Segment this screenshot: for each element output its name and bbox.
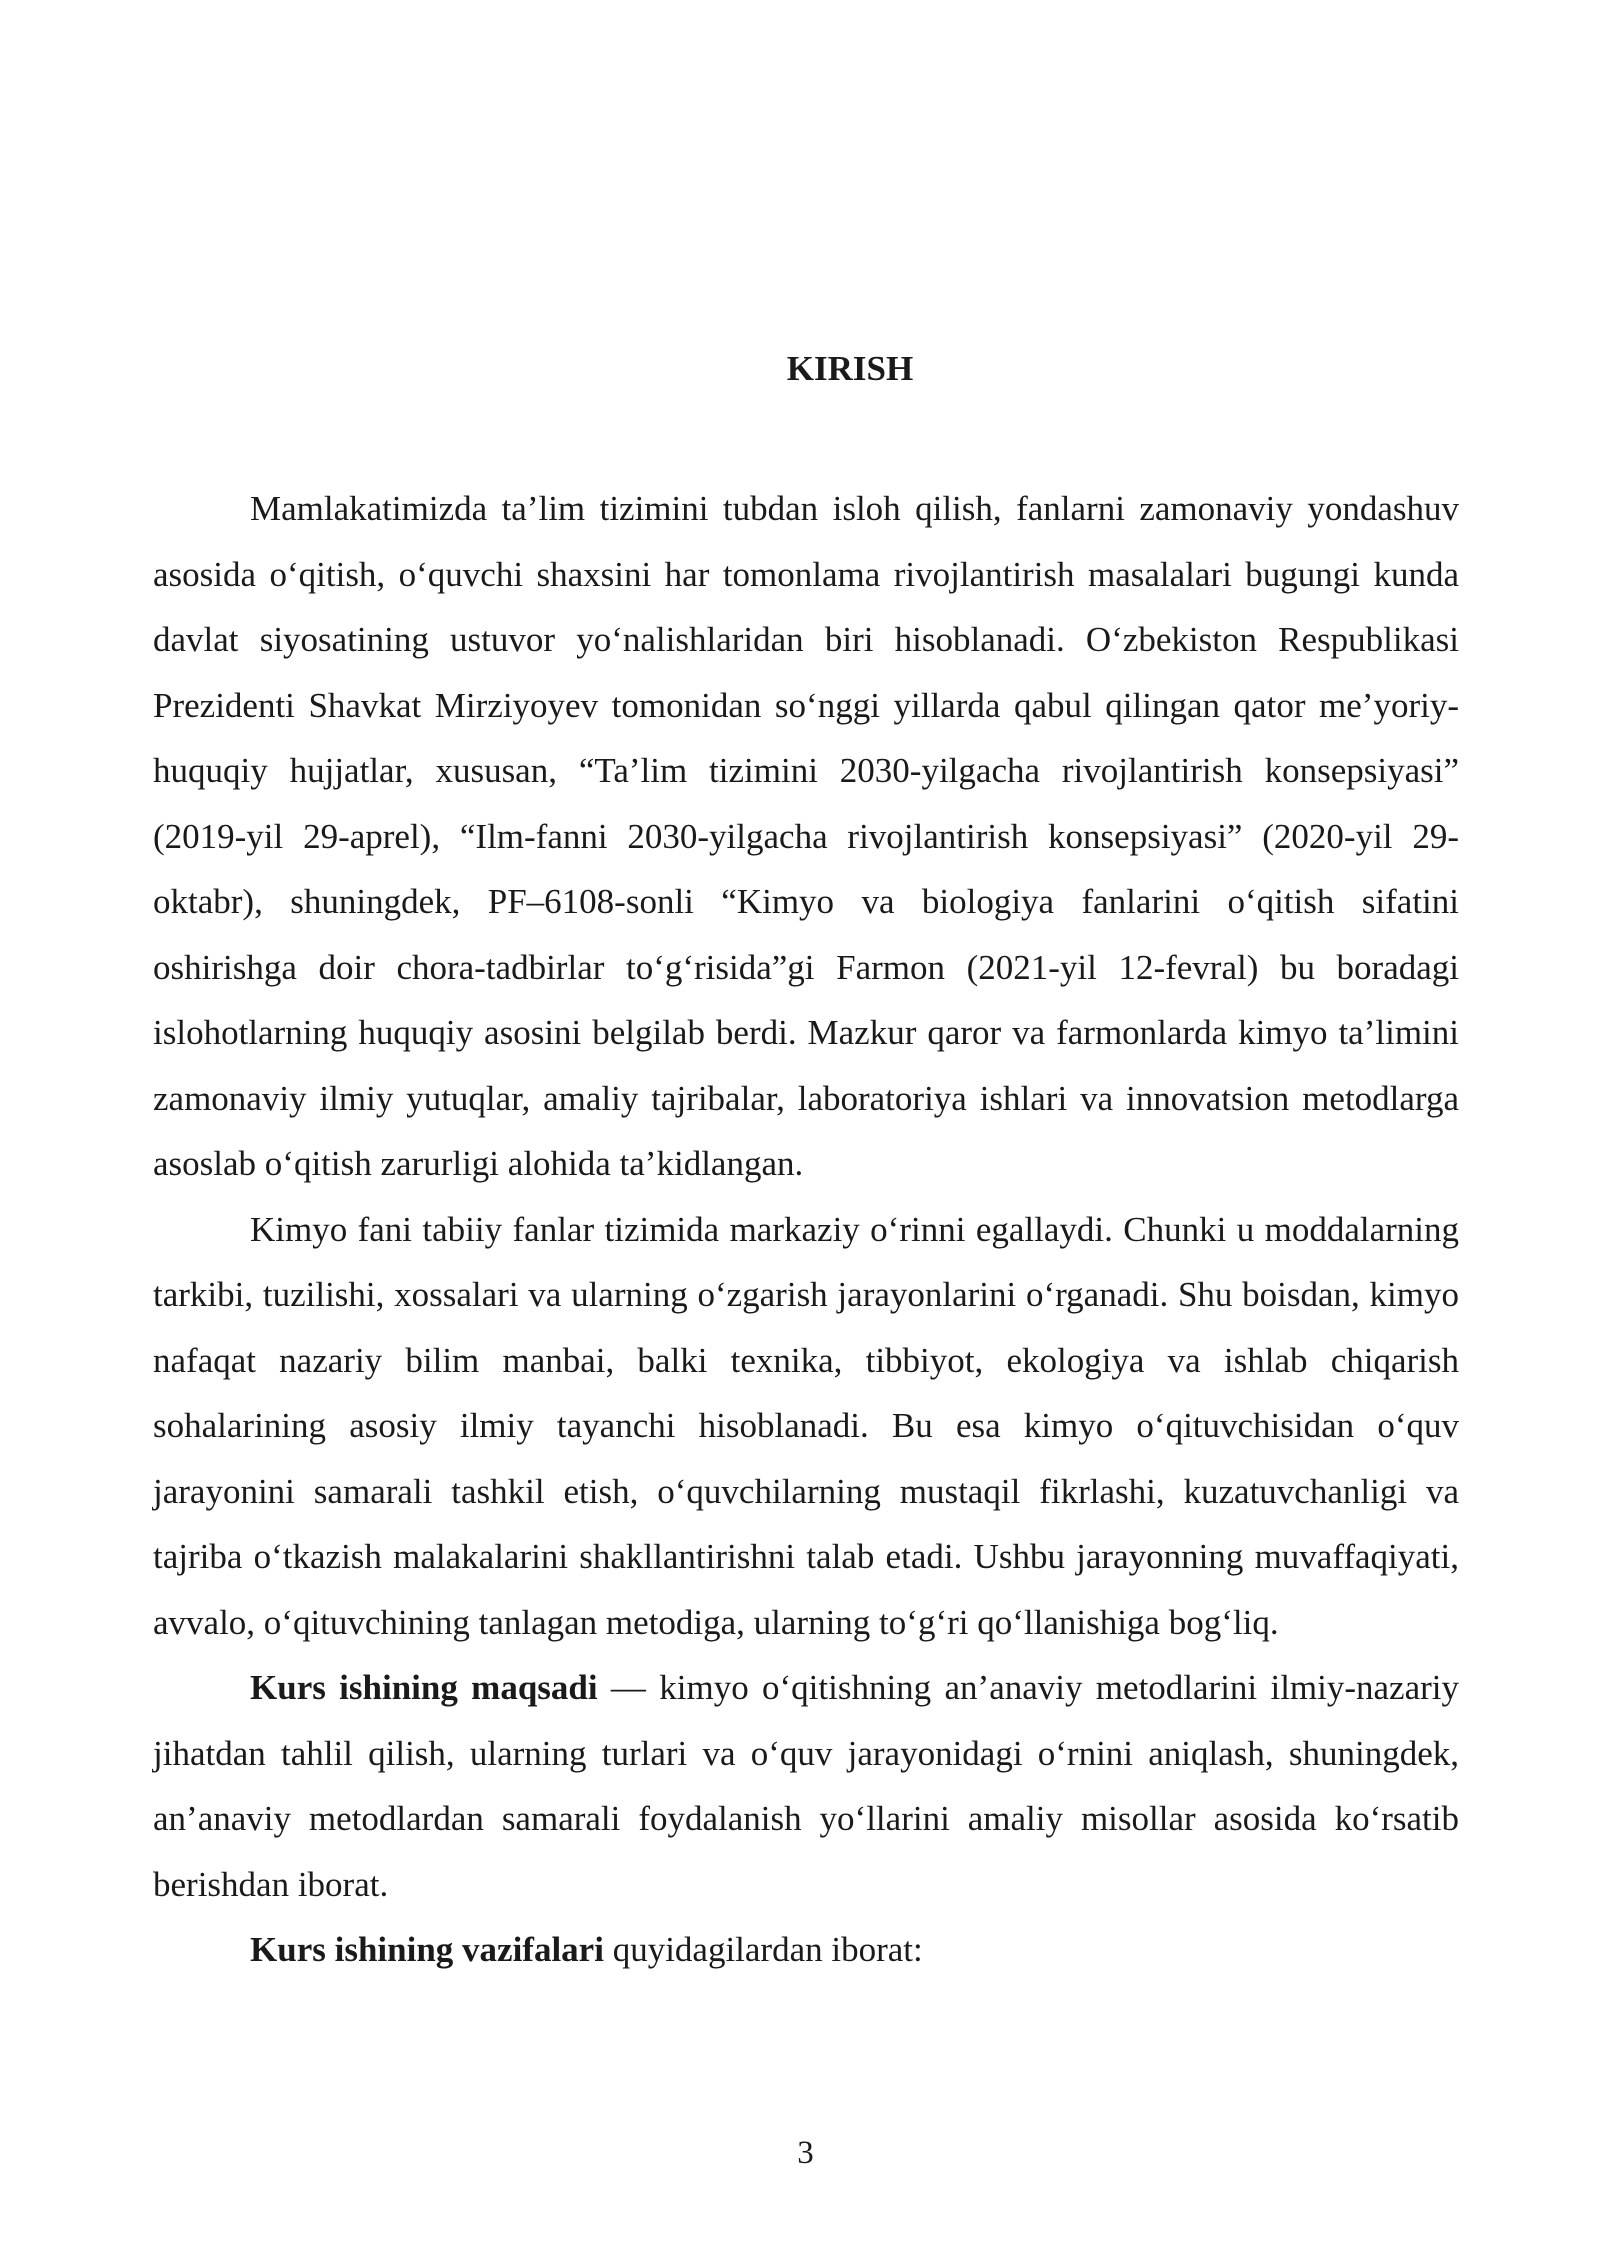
tasks-text: quyidagilardan iborat: — [603, 1930, 923, 1969]
paragraph-intro: Mamlakatimizda ta’lim tizimini tubdan isloh qilish, fanlarni zamonaviy yondashuv asosida o‘qitish, o‘quvchi shaxsini har tomonlama rivojlantirish masalalari bugungi kunda davlat siyosatining ustuvor yo‘nalishlaridan biri hisoblanadi. O‘zbekiston Respublikasi Prezidenti Shavkat Mirziyoyev tomonidan so‘nggi yillarda qabul qilingan qator me’yoriy-huquqiy hujjatlar, xususan, “Ta’lim tizimini 2030-yilgacha rivojlantirish konsepsiyasi” (2019-yil 29-aprel), “Ilm-fanni 2030-yilgacha rivojlantirish konsepsiyasi” (2020-yil 29-oktabr), shuningdek, PF–6108-sonli “Kimyo va biologiya fanlarini o‘qitish sifatini oshirishga doir chora-tadbirlar to‘g‘risida”gi Farmon (2021-yil 12-fevral) bu boradagi islohotlarning huquqiy asosini belgilab berdi. Mazkur qaror va farmonlarda kimyo ta’limini zamonaviy ilmiy yutuqlar, amaliy tajribalar, laboratoriya ishlari va innovatsion metodlarga asoslab o‘qitish zarurligi alohida ta’kidlangan. — [153, 489, 1459, 1183]
goal-text: — kimyo o‘qitishning an’anaviy metodlarini ilmiy-nazariy jihatdan tahlil qilish, ularning turlari va o‘quv jarayonidagi o‘rnini aniqlash, shuningdek, an’anaviy metodlardan samarali foydalanish yo‘llarini amaliy misollar asosida ko‘rsatib berishdan iborat. — [153, 1668, 1460, 1904]
tasks-label: Kurs ishining vazifalari — [250, 1930, 604, 1969]
paragraph-chemistry: Kimyo fani tabiiy fanlar tizimida markaziy o‘rinni egallaydi. Chunki u moddalarning tarkibi, tuzilishi, xossalari va ularning o‘zgarish jarayonlarini o‘rganadi. Shu boisdan, kimyo nafaqat nazariy bilim manbai, balki texnika, tibbiyot, ekologiya va ishlab chiqarish sohalarining asosiy ilmiy tayanchi hisoblanadi. Bu esa kimyo o‘qituvchisidan o‘quv jarayonini samarali tashkil etish, o‘quvchilarning mustaqil fikrlashi, kuzatuvchanligi va tajriba o‘tkazish malakalarini shakllantirishni talab etadi. Ushbu jarayonning muvaffaqiyati, avvalo, o‘qituvchining tanlagan metodiga, ularning to‘g‘ri qo‘llanishiga bog‘liq. — [153, 1209, 1459, 1642]
section-title: KIRISH — [786, 349, 914, 388]
paragraph-goal — [153, 1655, 1459, 1917]
body-text — [153, 476, 1459, 1983]
goal-label: Kurs ishining maqsadi — [250, 1668, 598, 1707]
page-number: 3 — [797, 2135, 814, 2171]
paragraph-tasks — [153, 1917, 1459, 1983]
